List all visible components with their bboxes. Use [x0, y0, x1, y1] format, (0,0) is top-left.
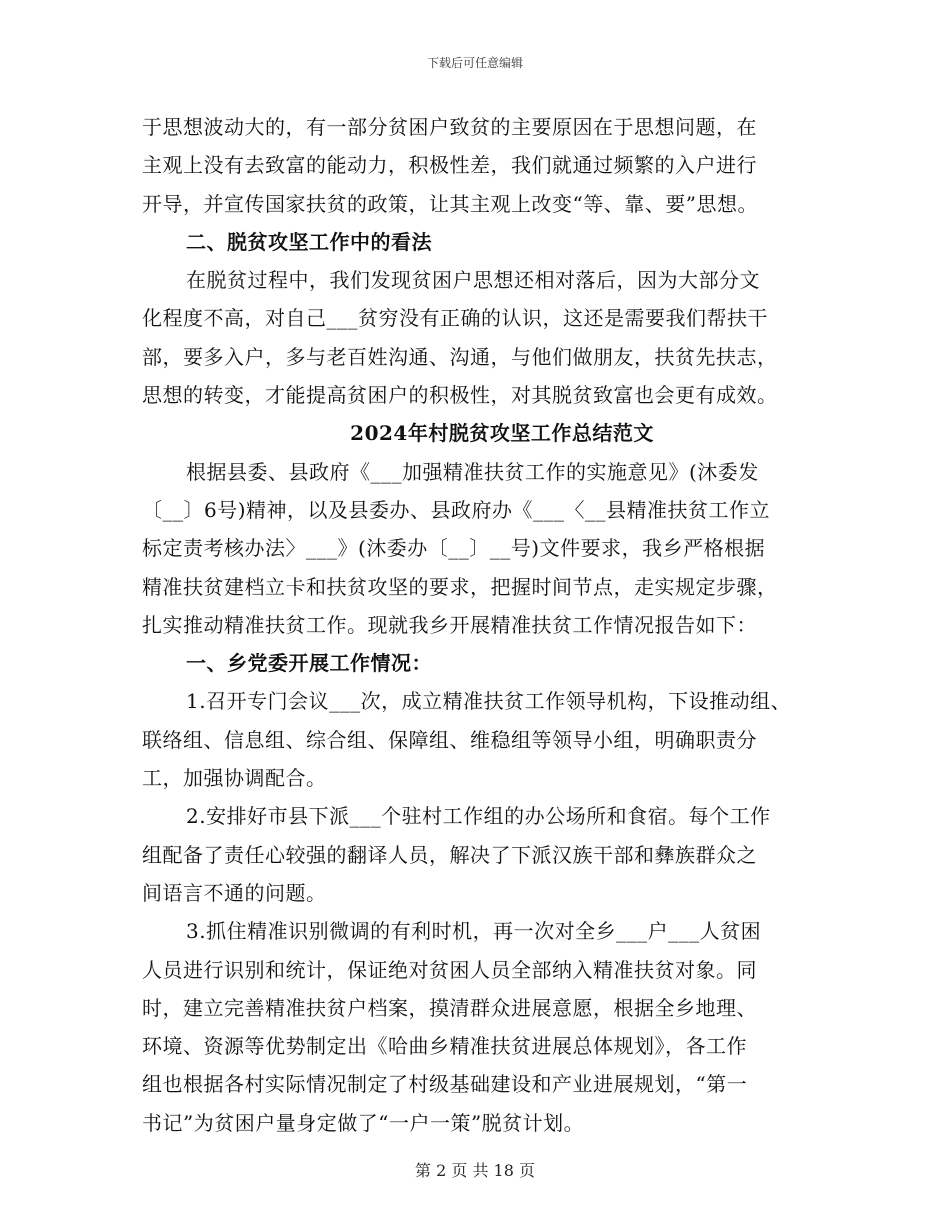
text-line: 书记”为贫困户量身定做了“一户一策”脱贫计划。 [142, 1110, 585, 1135]
page-footer: 第 2 页 共 18 页 [415, 1161, 535, 1180]
text-line: 人员进行识别和统计，保证绝对贫困人员全部纳入精准扶贫对象。同 [142, 957, 757, 982]
text-line: 1.召开专门会议___次，成立精准扶贫工作领导机构，下设推动组、 [186, 689, 792, 714]
text-line: 〔__〕6号)精神，以及县委办、县政府办《___〈__县精准扶贫工作立 [142, 497, 771, 522]
text-line: 工，加强协调配合。 [142, 766, 327, 791]
section-heading: 二、脱贫攻坚工作中的看法 [186, 229, 432, 254]
text-line: 思想的转变，才能提高贫困户的积极性，对其脱贫致富也会更有成效。 [142, 383, 778, 408]
text-line: 时，建立完善精准扶贫户档案，摸清群众进展意愿，根据全乡地理、 [142, 995, 757, 1020]
text-line: 组配备了责任心较强的翻译人员，解决了下派汉族干部和彝族群众之 [142, 842, 757, 867]
text-line: 部，要多入户，多与老百姓沟通、沟通，与他们做朋友，扶贫先扶志， [142, 344, 778, 369]
text-line: 3.抓住精准识别微调的有利时机，再一次对全乡___户___人贫困 [186, 919, 762, 944]
text-line: 开导，并宣传国家扶贫的政策，让其主观上改变“等、靠、要”思想。 [142, 191, 758, 216]
text-line: 组也根据各村实际情况制定了村级基础建设和产业进展规划，“第一 [142, 1072, 748, 1097]
text-line: 在脱贫过程中，我们发现贫困户思想还相对落后，因为大部分文 [186, 268, 760, 293]
text-line: 间语言不通的问题。 [142, 880, 327, 905]
text-line: 标定责考核办法〉___》(沐委办〔__〕__号)文件要求，我乡严格根据 [142, 536, 766, 561]
text-line: 化程度不高，对自己___贫穷没有正确的认识，这还是需要我们帮扶干 [142, 306, 768, 331]
page-header: 下载后可任意编辑 [426, 56, 523, 70]
section-heading: 一、乡党委开展工作情况： [186, 651, 432, 676]
text-line: 根据县委、县政府《___加强精准扶贫工作的实施意见》(沐委发 [186, 459, 759, 484]
text-line: 于思想波动大的，有一部分贫困户致贫的主要原因在于思想问题，在 [142, 115, 757, 139]
document-title: 2024年村脱贫攻坚工作总结范文 [350, 421, 654, 446]
document-body [142, 114, 822, 1148]
text-line: 环境、资源等优势制定出《哈曲乡精准扶贫进展总体规划》，各工作 [142, 1034, 747, 1059]
text-line: 联络组、信息组、综合组、保障组、维稳组等领导小组，明确职责分 [142, 727, 757, 752]
text-line: 2.安排好市县下派___个驻村工作组的办公场所和食宿。每个工作 [186, 804, 771, 829]
text-line: 主观上没有去致富的能动力，积极性差，我们就通过频繁的入户进行 [142, 153, 757, 178]
text-line: 精准扶贫建档立卡和扶贫攻坚的要求，把握时间节点，走实规定步骤， [142, 574, 778, 599]
text-line: 扎实推动精准扶贫工作。现就我乡开展精准扶贫工作情况报告如下： [142, 612, 757, 637]
